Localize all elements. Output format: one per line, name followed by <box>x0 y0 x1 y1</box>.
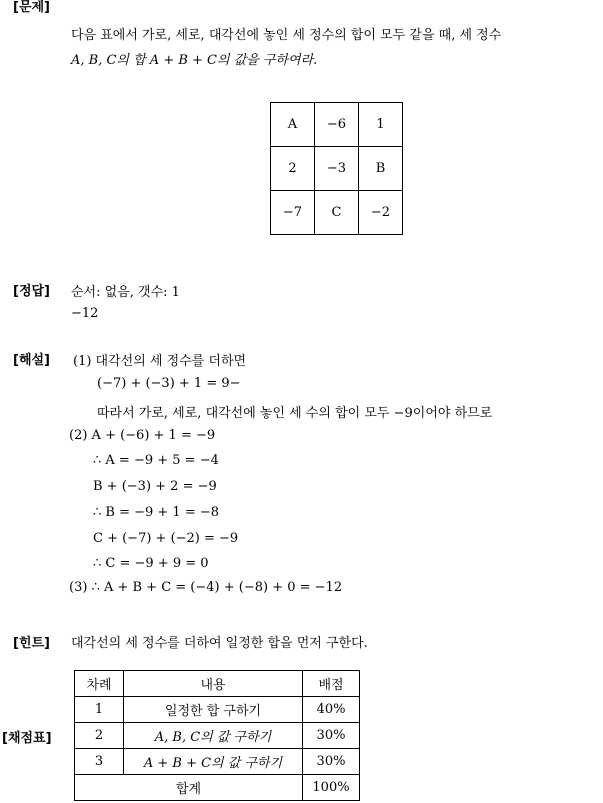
cell-c: C <box>315 191 359 235</box>
solution-line: 따라서 가로, 세로, 대각선에 놓인 세 수의 합이 모두 −9이어야 하므로 <box>97 406 493 421</box>
hint-label: [힌트] <box>13 636 50 651</box>
table-row <box>75 723 360 749</box>
solution-line: (−7) + (−3) + 1 = 9− <box>97 376 241 391</box>
hint-text: 대각선의 세 정수를 더하여 일정한 합을 먼저 구한다. <box>71 636 368 651</box>
magic-square-table <box>270 102 403 235</box>
table-row <box>75 775 360 801</box>
scoring-table <box>74 670 360 801</box>
answer-value: −12 <box>71 306 99 321</box>
total-label: 합계 <box>75 775 303 801</box>
cell: 2 <box>75 723 124 749</box>
solution-line: B + (−3) + 2 = −9 <box>93 479 217 494</box>
cell: 30% <box>303 749 360 775</box>
table-row <box>271 103 403 147</box>
answer-label: [정답] <box>13 284 50 299</box>
column-header: 내용 <box>124 671 303 697</box>
problem-text-line2: A, B, C의 합 A + B + C의 값을 구하여라. <box>71 53 318 68</box>
cell: 40% <box>303 697 360 723</box>
problem-label: [문제] <box>13 0 50 15</box>
cell-a: A <box>271 103 315 147</box>
cell: −6 <box>315 103 359 147</box>
cell: −7 <box>271 191 315 235</box>
cell: 일정한 합 구하기 <box>124 697 303 723</box>
solution-label: [해설] <box>13 353 50 368</box>
column-header: 배점 <box>303 671 360 697</box>
problem-text-line1: 다음 표에서 가로, 세로, 대각선에 놓인 세 정수의 합이 모두 같을 때, 세 정수 <box>71 28 502 43</box>
cell: −3 <box>315 147 359 191</box>
answer-meta: 순서: 없음, 갯수: 1 <box>71 285 180 300</box>
cell: 2 <box>271 147 315 191</box>
table-row <box>75 671 360 697</box>
total-value: 100% <box>303 775 360 801</box>
table-row <box>75 749 360 775</box>
cell: 1 <box>359 103 403 147</box>
cell: 30% <box>303 723 360 749</box>
solution-line: ∴ B = −9 + 1 = −8 <box>93 505 220 520</box>
table-row <box>271 191 403 235</box>
cell: A + B + C의 값 구하기 <box>124 749 303 775</box>
solution-line: (2) A + (−6) + 1 = −9 <box>69 428 216 443</box>
cell: 1 <box>75 697 124 723</box>
solution-line: (3) ∴ A + B + C = (−4) + (−8) + 0 = −12 <box>69 580 343 595</box>
solution-line: C + (−7) + (−2) = −9 <box>93 531 239 546</box>
solution-line: ∴ A = −9 + 5 = −4 <box>93 453 219 468</box>
cell-b: B <box>359 147 403 191</box>
cell: A, B, C의 값 구하기 <box>124 723 303 749</box>
cell: −2 <box>359 191 403 235</box>
scoring-label: [채점표] <box>2 731 52 746</box>
cell: 3 <box>75 749 124 775</box>
table-row <box>75 697 360 723</box>
table-row <box>271 147 403 191</box>
solution-line: ∴ C = −9 + 9 = 0 <box>93 556 209 571</box>
solution-line: (1) 대각선의 세 정수를 더하면 <box>73 354 247 369</box>
column-header: 차례 <box>75 671 124 697</box>
